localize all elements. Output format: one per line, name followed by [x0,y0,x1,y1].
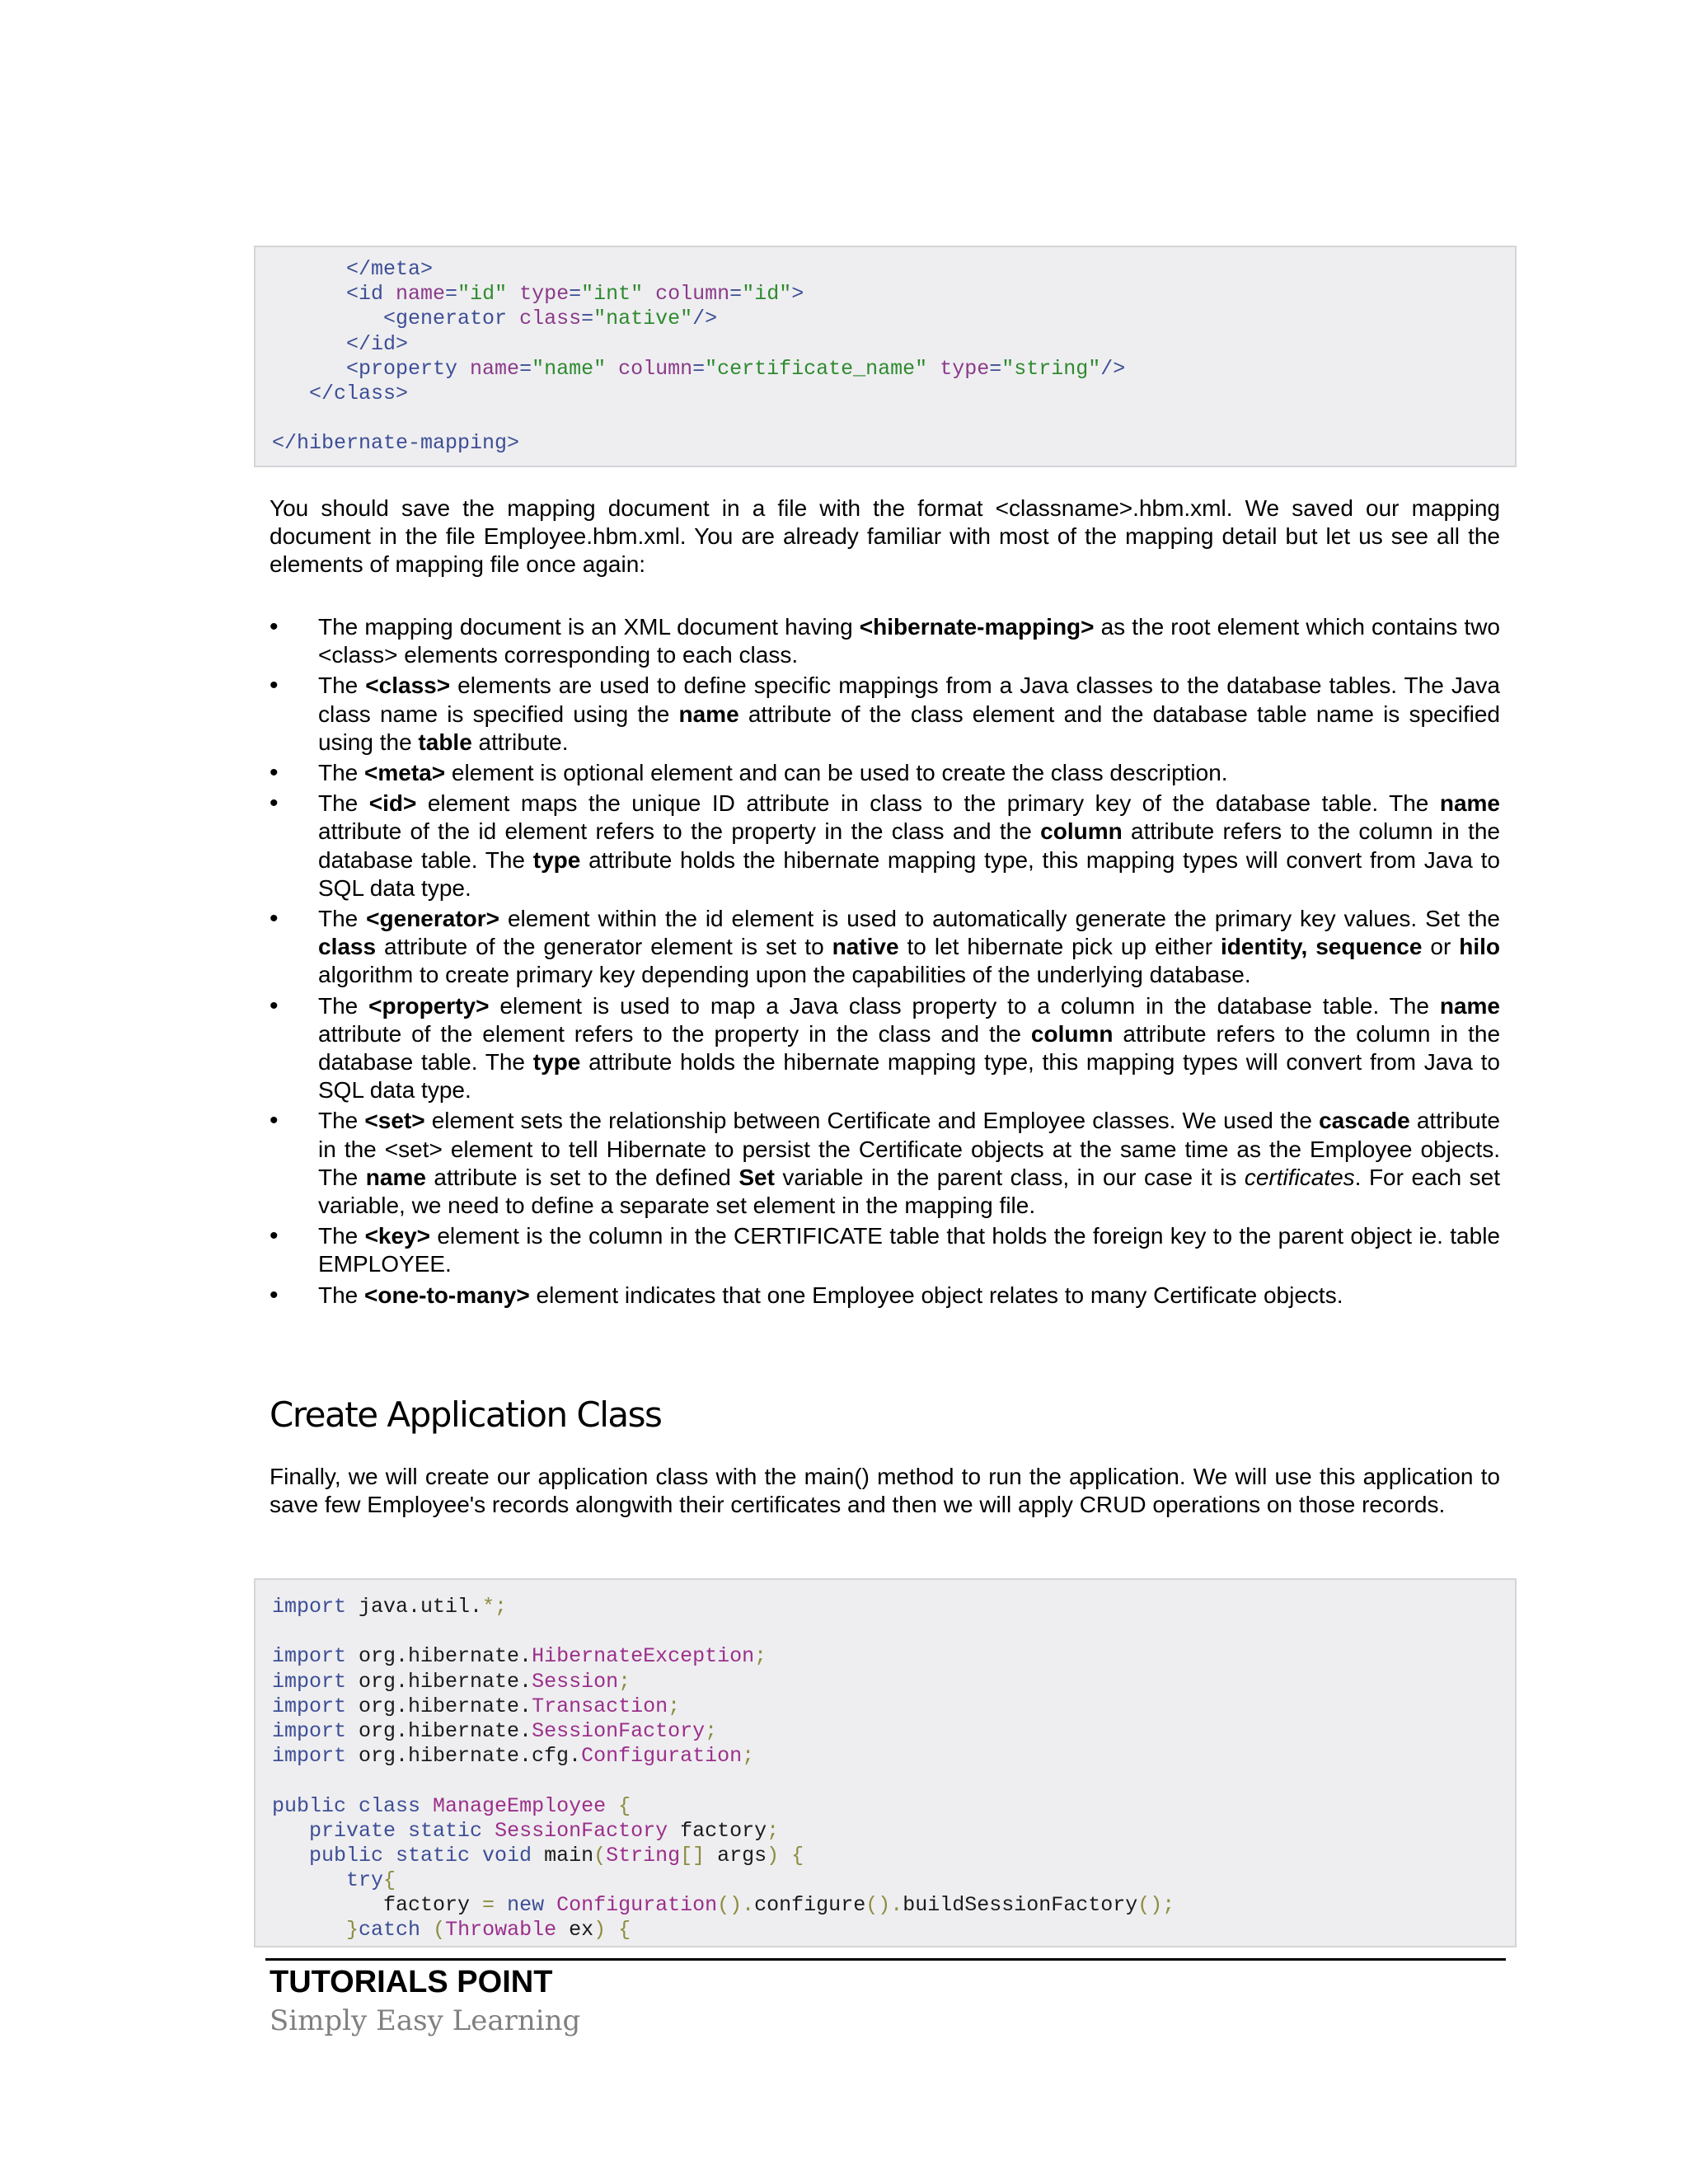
list-item [270,992,1500,1105]
code-token: HibernateException [532,1644,755,1669]
code-token [272,1844,309,1868]
text-run: element is the column in the CERTIFICATE table that holds the foreign key to the parent object ie. table EMPLOYEE. [318,1223,1500,1277]
code-token: ; [742,1744,755,1769]
text-run: element within the id element is used to automatically generate the primary key values. Set the [499,906,1500,932]
bullet-icon [270,613,286,641]
code-token: main [532,1843,594,1868]
code-token: import [272,1644,347,1669]
bold-term: column [1030,1020,1114,1047]
code-token: ) [593,1918,607,1943]
code-token [272,1918,346,1942]
code-line [272,332,1515,357]
text-run: attribute refers to the column in the database table. The [318,818,1501,873]
footer-tagline: Simply Easy Learning [270,2004,581,2037]
text-run: element is used to map a Java class property to a column in the database table. The [489,992,1440,1019]
code-token [272,1868,346,1892]
code-token: <generator [272,307,520,331]
text-run: . For each set variable, we need to define a separate set element in the mapping file. [318,1164,1501,1219]
code-token: ex [556,1918,594,1943]
code-token: type [940,356,990,381]
code-token: ; [668,1694,681,1718]
code-line [272,1893,1515,1918]
code-token: org.hibernate. [346,1694,532,1718]
code-line [272,1694,1515,1719]
list-item [270,1107,1500,1220]
code-token: buildSessionFactory [903,1893,1138,1918]
code-line [272,1819,1515,1844]
code-line [272,382,1515,406]
code-token: catch [359,1918,421,1943]
code-token: </class> [272,381,409,405]
code-token: ; [767,1818,780,1843]
bold-term: <id> [368,790,417,817]
code-block-java-manage-employee [254,1578,1517,1947]
code-token: "string" [1001,356,1101,381]
bold-term: <class> [365,673,451,699]
code-line [272,1868,1515,1893]
text-run: element is optional element and can be used to create the class description. [445,760,1228,786]
code-token: "native" [593,307,693,331]
bold-term: type [532,1049,581,1076]
footer-divider [265,1958,1506,1961]
code-line [272,1918,1515,1943]
code-block-xml-mapping [254,246,1517,467]
code-line [272,431,1515,456]
bold-term: name [1439,790,1500,817]
code-token: name [470,356,520,381]
text-run: attribute holds the hibernate mapping type, this mapping types will convert from Java to SQL data type. [318,846,1500,901]
code-token: import [272,1694,347,1718]
code-token: SessionFactory [532,1718,706,1743]
code-token: ; [618,1669,631,1694]
list-item [270,759,1500,787]
code-token: = [482,1893,495,1918]
code-token: java.util. [346,1595,483,1619]
text-run: attribute of the element refers to the property in the class and the [318,1020,1031,1047]
code-line [272,1644,1515,1669]
bold-term: name [678,701,739,727]
code-line [272,1619,1515,1644]
bullet-icon [270,1282,286,1310]
code-token: /> [1100,356,1126,381]
code-line [272,307,1515,331]
code-token: org.hibernate. [346,1644,532,1669]
code-token: ( [433,1918,446,1943]
list-item [270,1282,1500,1310]
code-token [482,1819,495,1843]
code-token: <id [272,282,396,307]
code-token: factory [668,1818,767,1843]
code-token: import [272,1718,347,1743]
code-token: ManageEmployee [433,1793,607,1818]
text-run: attribute. [471,729,569,755]
bold-term: name [365,1164,426,1190]
bullet-icon [270,790,286,818]
bold-term: name [1439,992,1501,1019]
code-token [495,1893,507,1917]
text-run: attribute of the class element and the database table name is specified using the [318,701,1500,755]
bold-term: identity, sequence [1221,934,1423,960]
code-token: Throwable [445,1918,557,1943]
code-token: </id> [272,331,409,356]
bullet-icon [270,1222,286,1250]
code-line [272,282,1515,307]
code-token: [] [680,1843,706,1868]
bold-term: class [318,934,377,960]
text-run: The [318,906,367,932]
code-token: = [989,356,1002,381]
bold-term: Set [738,1164,775,1190]
code-token: factory [272,1893,483,1918]
code-line [272,257,1515,282]
code-token: org.hibernate. [346,1718,532,1743]
code-token: = [581,307,594,331]
bold-term: cascade [1319,1108,1410,1134]
bold-term: hilo [1459,934,1501,960]
code-line [272,1794,1515,1819]
code-token: args [705,1843,767,1868]
code-token: String [606,1843,681,1868]
code-token: </meta> [272,257,434,281]
code-token: "certificate_name" [705,356,928,381]
list-item [270,672,1500,757]
bullet-icon [270,672,286,700]
bold-term: <property> [368,992,490,1019]
text-run: element maps the unique ID attribute in class to the primary key of the database table. The [416,790,1440,817]
code-token [606,1794,618,1818]
code-token: (). [865,1893,903,1918]
code-token: <property [272,356,471,381]
code-token [779,1844,791,1868]
code-token: = [445,282,458,307]
code-token: import [272,1744,347,1769]
bullet-icon [270,992,286,1020]
code-token [272,1819,309,1843]
text-run: to let hibernate pick up either [898,934,1221,960]
paragraph-mapping-intro: You should save the mapping document in a file with the format <classname>.hbm.xml. We saved our mapping document in the file Employee.hbm.xml. You are already familiar with most of the mapping detail but let us see all the elements of mapping file once again: [270,495,1500,577]
code-line [272,406,1515,431]
code-token: = [569,282,582,307]
text-run: algorithm to create primary key depending upon the capabilities of the underlying database. [318,962,1251,988]
code-token: try [346,1868,384,1893]
footer-brand: TUTORIALS POINT [270,1965,553,1999]
code-token: column [655,282,730,307]
list-item [270,613,1500,669]
code-token: (). [717,1893,755,1918]
text-run: attribute holds the hibernate mapping type, this mapping types will convert from Java to SQL data type. [318,1049,1500,1104]
code-token: name [396,282,446,307]
text-run: element indicates that one Employee object relates to many Certificate objects. [529,1282,1343,1308]
code-line [272,1744,1515,1769]
code-token: class [519,307,582,331]
code-token: } [346,1918,359,1943]
text-run: attribute refers to the column in the database table. The [318,1020,1501,1076]
code-line [272,1719,1515,1744]
code-token: "name" [532,356,607,381]
code-token: "id" [742,282,792,307]
code-token: Configuration [581,1744,743,1769]
code-token: { [791,1843,804,1868]
code-token: Configuration [556,1893,718,1918]
text-run: The mapping document is an XML document having [318,614,860,640]
code-token: *; [482,1595,508,1619]
code-token [643,282,655,306]
code-token: public static void [309,1843,532,1868]
code-token: = [692,356,706,381]
text-run: attribute of the id element refers to the property in the class and the [318,818,1041,845]
code-line [272,357,1515,382]
code-token: { [618,1793,631,1818]
text-run: variable in the parent class, in our case it is [774,1164,1245,1190]
bold-term: <hibernate-mapping> [859,614,1095,640]
bullet-icon [270,759,286,787]
code-token: new [507,1893,545,1918]
text-run: The [318,1282,365,1308]
list-item [270,790,1500,902]
text-run: The [318,1223,365,1249]
text-run: elements are used to define specific mappings from a Java classes to the database tables. The Java class name is specified using the [318,673,1500,727]
code-token [420,1794,433,1818]
text-run: The [318,790,369,817]
bold-term: <set> [364,1108,425,1134]
code-token: = [729,282,743,307]
code-token: ) [767,1843,780,1868]
text-run: attribute in the <set> element to tell Hibernate to persist the Certificate objects at the same time as the Employee objects. The [318,1108,1500,1190]
code-line [272,1595,1515,1619]
bold-term: <meta> [364,760,446,786]
list-item [270,1222,1500,1278]
bold-term: <key> [364,1223,430,1249]
code-token: </hibernate-mapping> [272,431,520,456]
code-token: type [519,282,570,307]
code-token: Transaction [532,1694,668,1718]
code-token: (); [1137,1893,1175,1918]
code-token: org.hibernate.cfg. [346,1744,582,1769]
code-token: org.hibernate. [346,1669,532,1694]
bold-term: table [418,729,472,755]
code-token: > [791,282,804,307]
text-run: or [1422,934,1460,960]
code-token: ; [754,1644,767,1669]
code-token: public class [272,1793,421,1818]
text-run: The [318,673,366,699]
text-run: The [318,760,365,786]
text-run: The [318,1108,365,1134]
bold-term: native [832,934,899,960]
list-item [270,905,1500,990]
paragraph-application-class: Finally, we will create our application class with the main() method to run the application. We will use this application to save few Employee's records alongwith their certificates and then we will apply CRUD operations on those records. [270,1464,1500,1517]
bullet-icon [270,905,286,933]
code-token [507,282,519,306]
code-token [544,1893,556,1917]
mapping-elements-list [270,613,1500,1312]
italic-term: certificates [1244,1164,1355,1190]
code-token: import [272,1595,347,1619]
code-token: "int" [581,282,644,307]
text-run: attribute is set to the defined [425,1164,739,1190]
bold-term: column [1040,818,1123,845]
code-token: = [519,356,532,381]
code-token: configure [754,1893,866,1918]
code-token [606,1918,618,1942]
code-token: ( [593,1843,607,1868]
text-run: The [318,992,369,1019]
code-token: /> [692,307,718,331]
code-token [420,1918,433,1942]
code-token: private static [309,1818,483,1843]
code-token: Session [532,1669,619,1694]
code-token [606,357,618,381]
bullet-icon [270,1107,286,1135]
code-token: ; [705,1718,718,1743]
text-run: attribute of the generator element is set to [376,934,832,960]
section-heading: Create Application Class [270,1394,662,1435]
code-token [927,357,940,381]
bold-term: type [532,846,581,873]
text-run: element sets the relationship between Certificate and Employee classes. We used the [424,1108,1320,1134]
code-line [272,1769,1515,1793]
code-token: { [383,1868,396,1893]
code-line [272,1670,1515,1694]
code-line [272,1844,1515,1868]
text-run: as the root element which contains two <class> elements corresponding to each class. [318,614,1500,668]
bold-term: <one-to-many> [364,1282,530,1308]
code-token: "id" [457,282,508,307]
bold-term: <generator> [366,906,500,932]
code-token: import [272,1669,347,1694]
code-token: { [618,1918,631,1943]
code-token: SessionFactory [495,1818,668,1843]
code-token: column [618,356,693,381]
